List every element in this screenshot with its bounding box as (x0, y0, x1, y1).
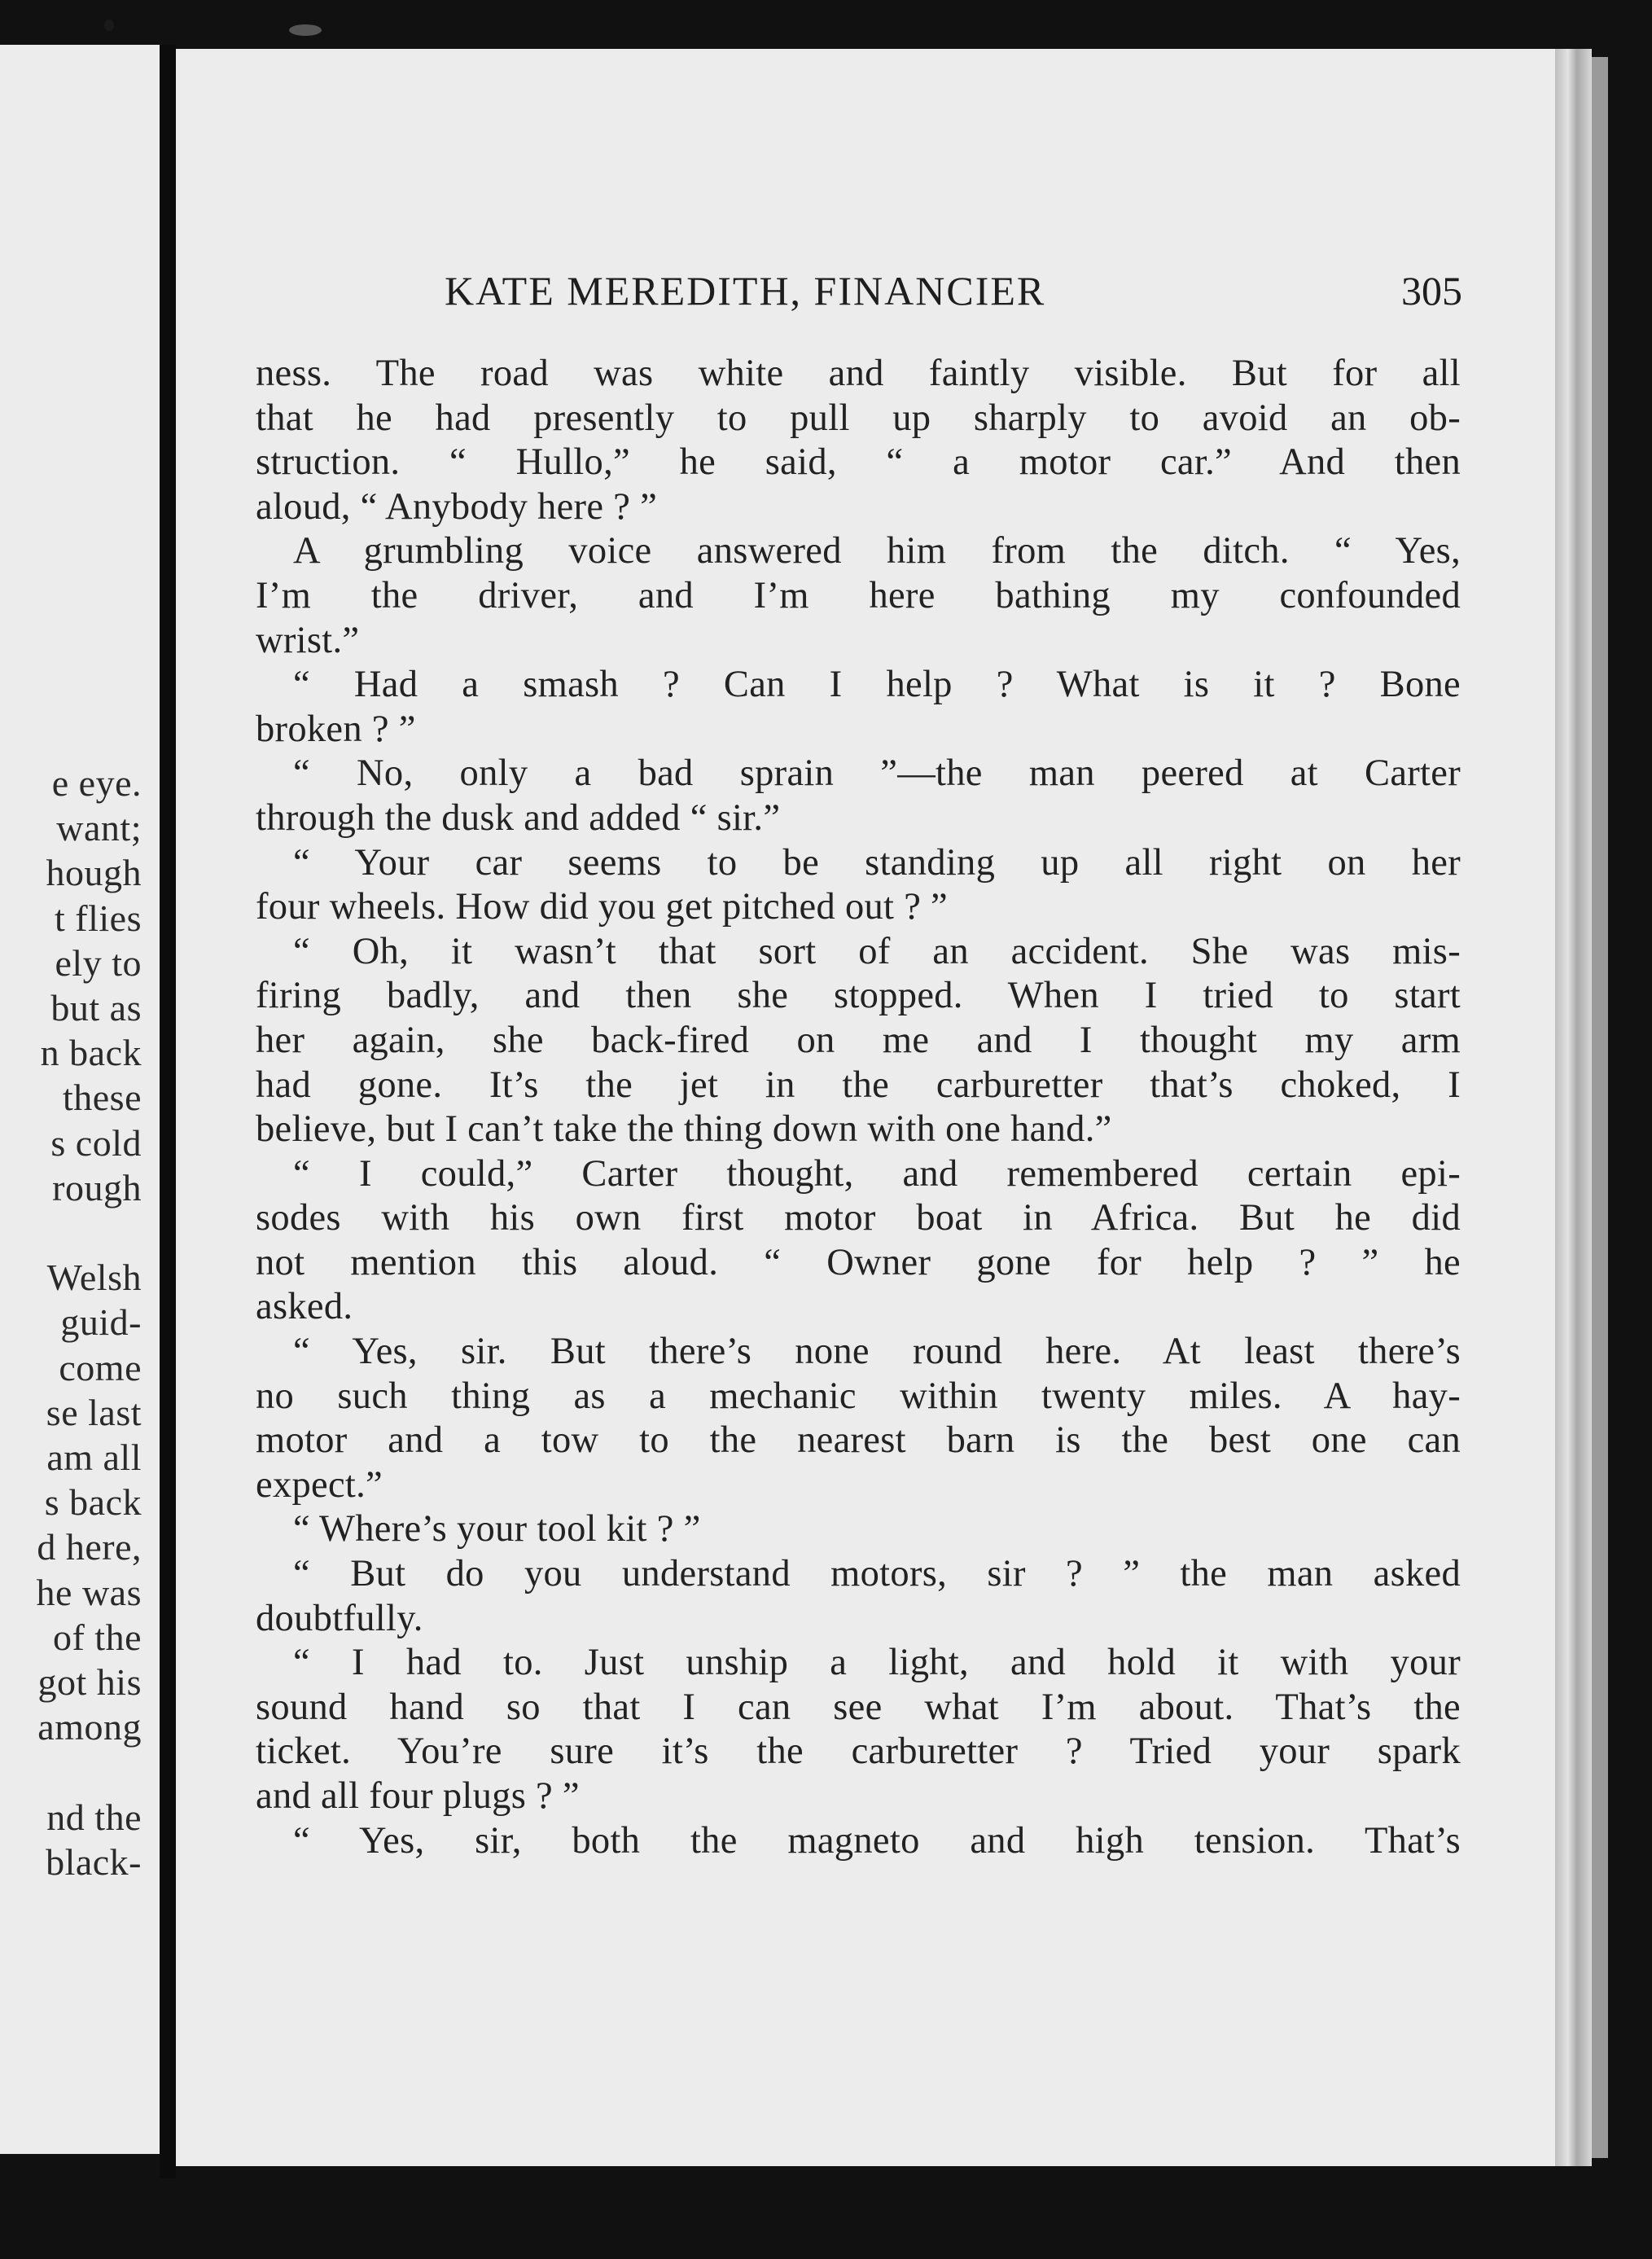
body-text (256, 352, 1461, 1863)
text-line: “ No, only a bad sprain ”—the man peered at Carter (293, 752, 1461, 795)
text-line: “ I could,” Carter thought, and remembered certain epi- (293, 1152, 1461, 1195)
text-line: wrist.” (256, 619, 360, 661)
left-page-fragment: hough (46, 852, 142, 894)
text-line: “ I had to. Just unship a light, and hold it with your (293, 1642, 1461, 1684)
text-line: “ Yes, sir. But there’s none round here. At least there’s (293, 1331, 1461, 1373)
text-line: sodes with his own first motor boat in Africa. But he did (256, 1197, 1461, 1239)
text-line: asked. (256, 1286, 353, 1328)
left-page-fragment: he was (36, 1571, 142, 1613)
left-page-fragment: am all (46, 1437, 142, 1478)
left-page-fragment: want; (56, 807, 142, 849)
text-line: her again, she back-fired on me and I thought my arm (256, 1019, 1461, 1061)
text-line: expect.” (256, 1463, 383, 1506)
left-page (0, 45, 160, 2154)
text-line: broken ? ” (256, 708, 416, 750)
book-gutter (160, 45, 176, 2178)
left-page-fragment: t flies (55, 897, 142, 939)
text-line: motor and a tow to the nearest barn is the best one can (256, 1419, 1461, 1462)
left-page-fragment: nd the (46, 1796, 142, 1838)
left-page-fragment: s back (44, 1481, 142, 1524)
left-page-fragment: ely to (55, 941, 142, 984)
left-page-fragment: Welsh (46, 1257, 142, 1299)
text-line: “ Had a smash ? Can I help ? What is it ? Bone (293, 664, 1461, 706)
page-edge-shadow (1592, 57, 1608, 2158)
left-page-fragment: guid- (60, 1301, 142, 1344)
text-line: believe, but I can’t take the thing down with one hand.” (256, 1108, 1112, 1151)
text-line: I’m the driver, and I’m here bathing my confounded (256, 574, 1461, 616)
text-line: and all four plugs ? ” (256, 1775, 580, 1817)
text-line: ticket. You’re sure it’s the carburetter ? Tried your spark (256, 1730, 1461, 1773)
left-page-fragment: come (59, 1346, 142, 1388)
text-line: struction. “ Hullo,” he said, “ a motor car.” And then (256, 441, 1461, 484)
left-page-fragment: black- (46, 1840, 142, 1883)
page-edge-stack (1555, 49, 1592, 2166)
left-page-fragment: rough (52, 1166, 142, 1208)
left-page-fragment: e eye. (51, 762, 142, 804)
scan-speck (104, 20, 114, 31)
text-line: that he had presently to pull up sharply to avoid an ob- (256, 397, 1461, 439)
text-line: doubtfully. (256, 1597, 423, 1639)
scan-speck (289, 24, 322, 36)
text-line: aloud, “ Anybody here ? ” (256, 485, 658, 528)
text-line: “ Where’s your tool kit ? ” (293, 1508, 701, 1551)
left-page-fragment: n back (40, 1032, 142, 1074)
text-line: through the dusk and added “ sir.” (256, 796, 781, 839)
left-page-fragment: of the (52, 1616, 142, 1658)
text-line: “ Your car seems to be standing up all right on her (293, 841, 1461, 884)
text-line: ness. The road was white and faintly visible. But for all (256, 353, 1461, 394)
text-line: no such thing as a mechanic within twenty miles. A hay- (256, 1375, 1461, 1417)
left-page-fragment: se last (46, 1391, 142, 1433)
text-line: four wheels. How did you get pitched out ? ” (256, 886, 948, 928)
right-page (176, 49, 1557, 2166)
left-page-fragment: these (62, 1077, 142, 1119)
text-line: firing badly, and then she stopped. When I tried to start (256, 975, 1461, 1017)
left-page-fragment: s cold (50, 1121, 142, 1164)
left-page-fragment: but as (50, 987, 142, 1029)
text-line: “ Oh, it wasn’t that sort of an accident. She was mis- (293, 930, 1461, 972)
text-line: “ But do you understand motors, sir ? ” the man asked (293, 1553, 1461, 1595)
running-head: KATE MEREDITH, FINANCIER (445, 268, 1046, 314)
text-line: A grumbling voice answered him from the ditch. “ Yes, (293, 530, 1461, 572)
left-page-fragment: d here, (37, 1526, 142, 1568)
page-number: 305 (1401, 268, 1462, 314)
text-line: “ Yes, sir, both the magneto and high tension. That’s (293, 1819, 1461, 1862)
left-page-fragment: got his (37, 1661, 142, 1703)
text-line: sound hand so that I can see what I’m about. That’s the (256, 1686, 1461, 1728)
left-page-fragment: among (37, 1706, 142, 1748)
text-line: had gone. It’s the jet in the carburetter that’s choked, I (256, 1064, 1461, 1106)
text-line: not mention this aloud. “ Owner gone for help ? ” he (256, 1241, 1461, 1283)
